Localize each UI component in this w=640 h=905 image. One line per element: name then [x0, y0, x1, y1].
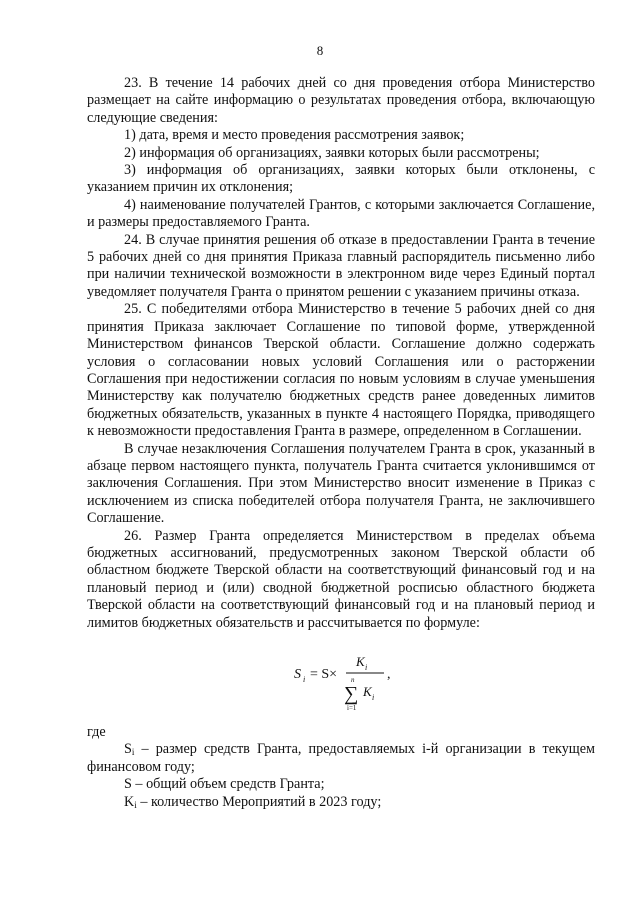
paragraph-23: 23. В течение 14 рабочих дней со дня проведения отбора Министерство размещает на сайте информацию о результатах проведения отбора, включающую следующие сведения: — [87, 75, 595, 126]
symbol-subscript: i — [131, 747, 135, 758]
formula-numerator-sub: i — [365, 663, 368, 672]
sum-upper-limit: n — [351, 676, 355, 684]
where-label: где — [87, 724, 106, 740]
list-item-23-1: 1) дата, время и место проведения рассмотрения заявок; — [124, 127, 465, 144]
list-item-23-4: 4) наименование получателей Грантов, с которыми заключается Соглашение, и размеры предоставляемого Гранта. — [87, 196, 595, 231]
formula-lhs: S — [294, 667, 301, 682]
paragraph-25-second: В случае незаключения Соглашения получателем Гранта в срок, указанный в абзаце первом настоящего пункта, получатель Гранта считается уклонившимся от заключения Соглашения. При этом Министерство вносит изменение в Приказ с исключением из списка победителей отбора получателя Гранта, не заключившего Соглашение. — [87, 440, 595, 527]
definition-ki — [87, 794, 595, 811]
symbol-k: K — [124, 793, 135, 810]
definition-ki-text: – количество Мероприятий в 2023 году; — [136, 793, 382, 810]
formula-denominator-sub: i — [372, 693, 375, 702]
definition-si — [87, 741, 595, 776]
formula-lhs-sub: i — [303, 675, 306, 684]
formula-eq-s-times: = S× — [310, 667, 338, 682]
definition-si-text: – размер средств Гранта, предоставляемых i-й организации в текущем финансовом году; — [87, 741, 595, 775]
symbol-s: S — [124, 741, 132, 758]
formula-denominator: K — [363, 684, 372, 699]
sum-symbol: ∑ — [344, 683, 359, 705]
formula-numerator: K — [356, 654, 365, 669]
grant-formula — [87, 642, 595, 716]
symbol-subscript: i — [134, 799, 137, 810]
paragraph-25: 25. С победителями отбора Министерство в течение 5 рабочих дней со дня принятия Приказа заключает Соглашение по типовой форме, утвержденной Министерством финансов Тверской области. Соглашение должно содержать условия о согласовании новых условий Соглашения или о расторжении Соглашения при недостижении согласия по новым условиям в случае уменьшения Министерству как получателю бюджетных средств ранее доведенных лимитов бюджетных обязательств, указанных в пункте 4 настоящего Порядка, приводящего к невозможности предоставления Гранта в размере, определенном в Соглашении. — [87, 301, 595, 440]
sum-lower-limit: i=1 — [347, 704, 357, 712]
paragraph-26: 26. Размер Гранта определяется Министерством в пределах объема бюджетных ассигнований, предусмотренных законом Тверской области об областном бюджете Тверской области на соответствующий финансовый год и на плановый период и (или) сводной бюджетной росписью областного бюджета Тверской области на соответствующий финансовый год и на плановый период и лимитов бюджетных обязательств и рассчитывается по формуле: — [87, 527, 595, 631]
paragraph-24: 24. В случае принятия решения об отказе в предоставлении Гранта в течение 5 рабочих дней со дня принятия Приказа главный распорядитель письменно либо при наличии технической возможности в электронном виде через Единый портал уведомляет получателя Гранта о принятом решении с указанием причины отказа. — [87, 231, 595, 300]
list-item-23-2: 2) информация об организациях, заявки которых были рассмотрены; — [124, 144, 540, 161]
definition-s: S – общий объем средств Гранта; — [124, 776, 325, 793]
page-number: 8 — [316, 43, 324, 58]
list-item-23-3: 3) информация об организациях, заявки которых были отклонены, с указанием причин их отклонения; — [87, 162, 595, 196]
formula-trailing-comma: , — [387, 667, 391, 682]
document-body — [87, 75, 595, 811]
